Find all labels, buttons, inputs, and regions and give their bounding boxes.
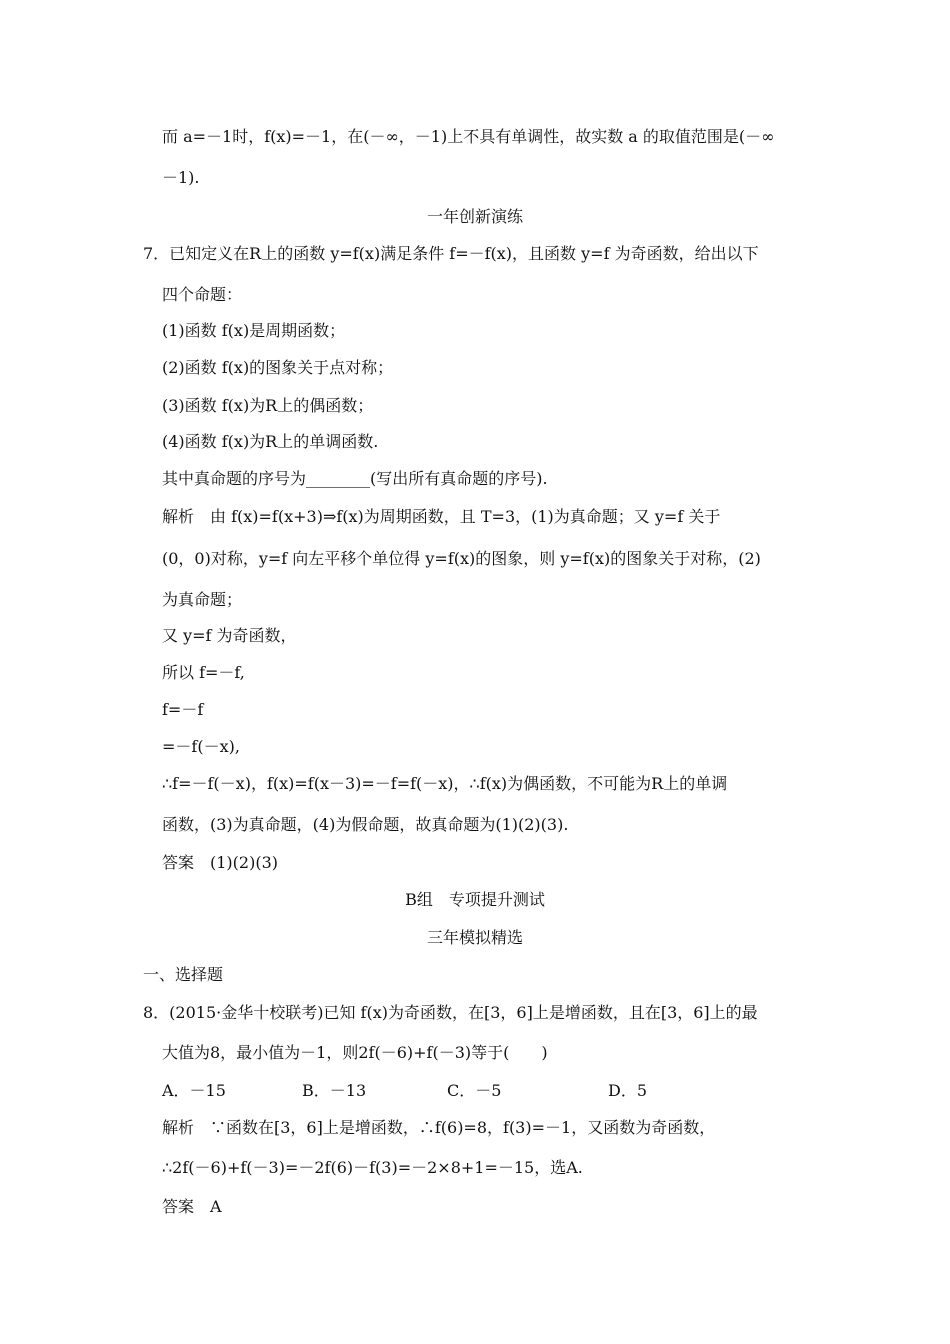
text-line: 而 a=－1时，f(x)=－1，在(－∞，－1)上不具有单调性，故实数 a 的取值范围是(－∞ bbox=[162, 127, 775, 146]
option-b: B．－13 bbox=[302, 1081, 367, 1100]
solution-line: 所以 f=－f, bbox=[162, 663, 245, 682]
question-7-line: 7．已知定义在R上的函数 y=f(x)满足条件 f=－f(x)，且函数 y=f 为奇函数，给出以下 bbox=[143, 244, 759, 263]
solution-line: 解析 ∵函数在[3，6]上是增函数，∴f(6)=8，f(3)=－1，又函数为奇函数， bbox=[162, 1118, 716, 1137]
question-8-line: 大值为8，最小值为－1，则2f(－6)+f(－3)等于( ) bbox=[162, 1043, 548, 1062]
proposition-4: (4)函数 f(x)为R上的单调函数. bbox=[162, 432, 379, 451]
solution-line: 又 y=f 为奇函数， bbox=[162, 626, 297, 645]
question-prompt: 其中真命题的序号为________(写出所有真命题的序号). bbox=[162, 469, 548, 488]
answer-7: 答案 (1)(2)(3) bbox=[162, 853, 278, 872]
section-label: 一、选择题 bbox=[143, 965, 224, 984]
option-d: D．5 bbox=[608, 1081, 648, 1100]
proposition-1: (1)函数 f(x)是周期函数； bbox=[162, 321, 346, 340]
solution-line: ∴f=－f(－x)，f(x)=f(x－3)=－f=f(－x)，∴f(x)为偶函数，不可能为R上的单调 bbox=[162, 774, 728, 793]
question-8-line: 8．(2015·金华十校联考)已知 f(x)为奇函数，在[3，6]上是增函数，且在[3，6]上的最 bbox=[143, 1003, 758, 1022]
option-c: C．－5 bbox=[447, 1081, 502, 1100]
section-heading: 一年创新演练 bbox=[426, 207, 523, 226]
option-a: A．－15 bbox=[162, 1081, 226, 1100]
proposition-3: (3)函数 f(x)为R上的偶函数； bbox=[162, 396, 374, 415]
question-7-line: 四个命题： bbox=[162, 285, 243, 304]
text-line: －1). bbox=[162, 168, 200, 187]
solution-line: f=－f bbox=[162, 700, 204, 719]
section-heading: 三年模拟精选 bbox=[426, 928, 523, 947]
solution-line: (0，0)对称，y=f 向左平移个单位得 y=f(x)的图象，则 y=f(x)的图象关于对称，(2) bbox=[162, 549, 761, 568]
solution-line: 为真命题； bbox=[162, 590, 243, 609]
solution-line: 函数，(3)为真命题，(4)为假命题，故真命题为(1)(2)(3). bbox=[162, 815, 569, 834]
answer-8: 答案 A bbox=[162, 1197, 222, 1216]
proposition-2: (2)函数 f(x)的图象关于点对称； bbox=[162, 358, 394, 377]
solution-line: ∴2f(－6)+f(－3)=－2f(6)－f(3)=－2×8+1=－15，选A. bbox=[162, 1158, 583, 1177]
group-heading: B组 专项提升测试 bbox=[405, 890, 545, 909]
solution-line: =－f(－x), bbox=[162, 737, 240, 756]
solution-line: 解析 由 f(x)=f(x+3)⇒f(x)为周期函数，且 T=3，(1)为真命题；又 y=f 关于 bbox=[162, 507, 721, 526]
